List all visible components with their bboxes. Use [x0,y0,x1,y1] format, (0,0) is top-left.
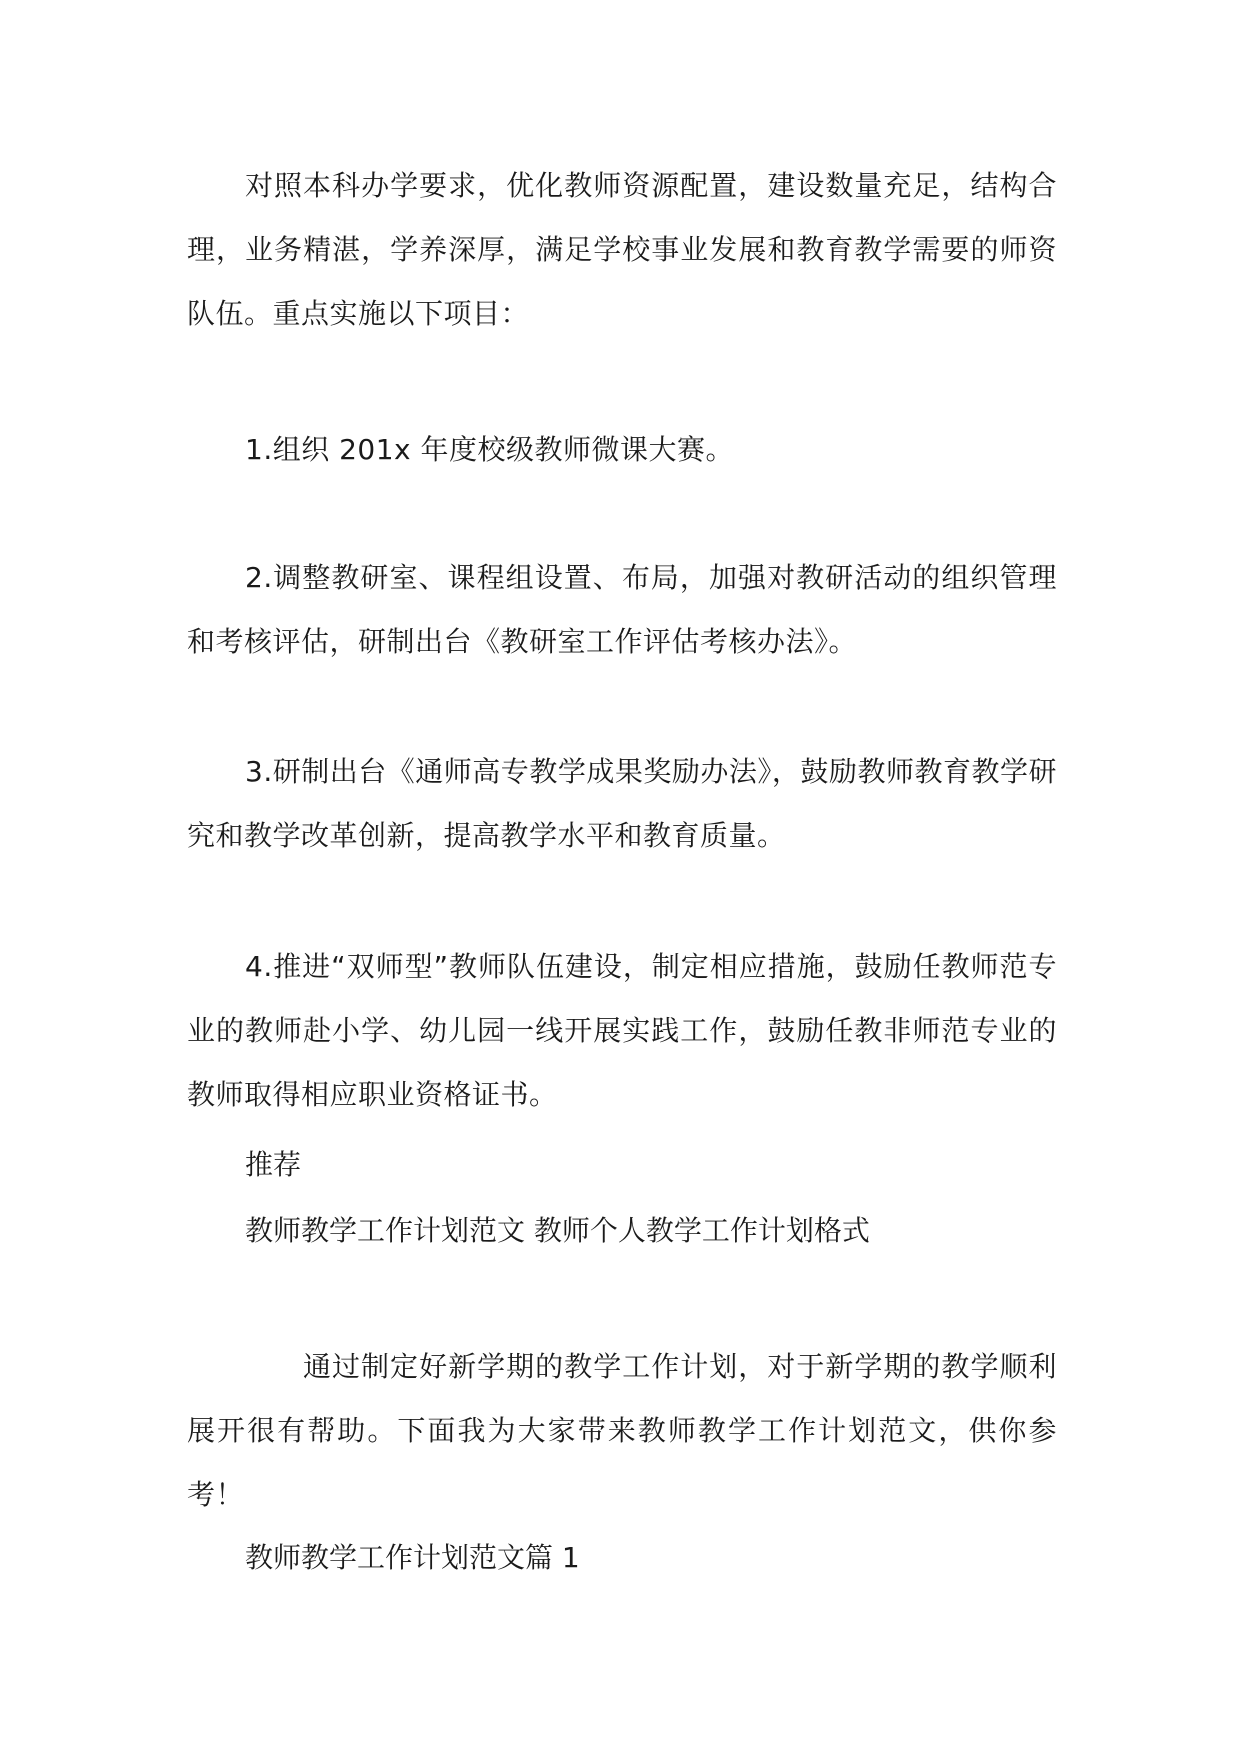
paragraph-teacher-resources: 对照本科办学要求，优化教师资源配置，建设数量充足，结构合理，业务精湛，学养深厚，满足学校事业发展和教育教学需要的师资队伍。重点实施以下项目： [187,169,1057,330]
list-item-2: 2.调整教研室、课程组设置、布局，加强对教研活动的组织管理和考核评估，研制出台《教研室工作评估考核办法》。 [187,561,1057,658]
list-item-1: 1.组织 201x 年度校级教师微课大赛。 [245,433,735,466]
recommend-label: 推荐 [245,1148,302,1181]
recommend-title-link[interactable]: 教师教学工作计划范文 教师个人教学工作计划格式 [245,1214,870,1247]
list-item-4: 4.推进“双师型”教师队伍建设，制定相应措施，鼓励任教师范专业的教师赴小学、幼儿园一线开展实践工作，鼓励任教非师范专业的教师取得相应职业资格证书。 [187,950,1057,1111]
article-heading: 教师教学工作计划范文篇 1 [245,1541,580,1574]
intro-paragraph: 通过制定好新学期的教学工作计划，对于新学期的教学顺利展开很有帮助。下面我为大家带来教师教学工作计划范文，供你参考！ [187,1350,1057,1511]
list-item-3: 3.研制出台《通师高专教学成果奖励办法》，鼓励教师教育教学研究和教学改革创新，提高教学水平和教育质量。 [187,755,1057,852]
